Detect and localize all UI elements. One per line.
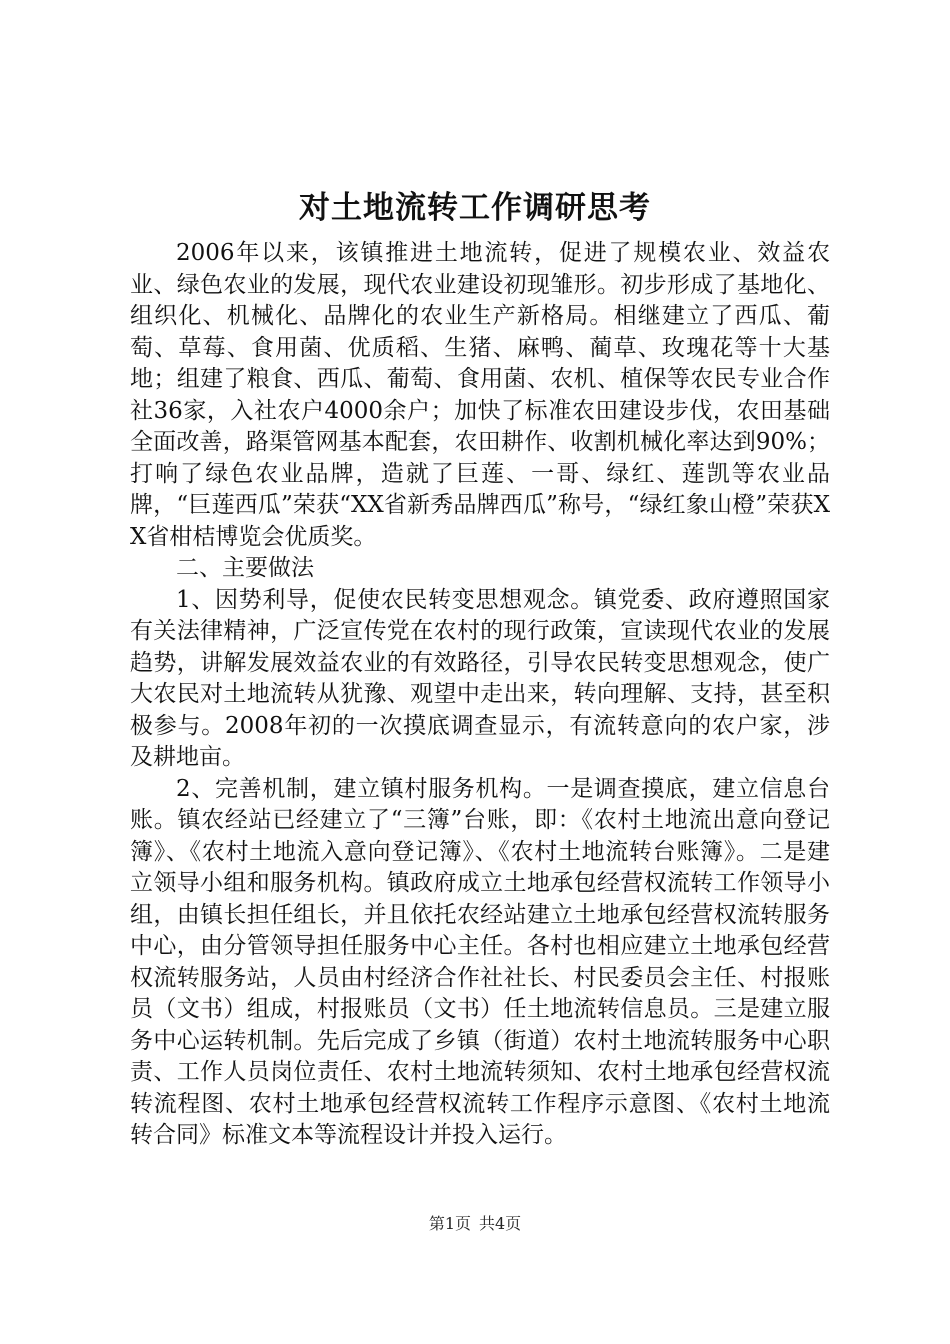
paragraph-point-1: 1、因势利导，促使农民转变思想观念。镇党委、政府遵照国家有关法律精神，广泛宣传党在农村的现行政策，宣读现代农业的发展趋势，讲解发展效益农业的有效路径，引导农民转变思想观念，使广大农民对土地流转从犹豫、观望中走出来，转向理解、支持，甚至积极参与。2008年初的一次摸底调查显示，有流转意向的农户家，涉及耕地亩。 bbox=[130, 586, 830, 770]
page-total: 共4页 bbox=[479, 1214, 522, 1233]
paragraph-point-2: 2、完善机制，建立镇村服务机构。一是调查摸底，建立信息台账。镇农经站已经建立了“三簿”台账，即：《农村土地流出意向登记簿》、《农村土地流入意向登记簿》、《农村土地流转台账簿》。二是建立领导小组和服务机构。镇政府成立土地承包经营权流转工作领导小组，由镇长担任组长，并且依托农经站建立土地承包经营权流转服务中心，由分管领导担任服务中心主任。各村也相应建立土地承包经营权流转服务站，人员由村经济合作社社长、村民委员会主任、村报账员（文书）组成，村报账员（文书）任土地流转信息员。三是建立服务中心运转机制。先后完成了乡镇（街道）农村土地流转服务中心职责、工作人员岗位责任、农村土地流转须知、农村土地承包经营权流转流程图、农村土地承包经营权流转工作程序示意图、《农村土地流转合同》标准文本等流程设计并投入运行。 bbox=[130, 775, 830, 1148]
page-number: 第1页 bbox=[428, 1214, 471, 1233]
paragraph-intro: 2006年以来，该镇推进土地流转，促进了规模农业、效益农业、绿色农业的发展，现代农业建设初现雏形。初步形成了基地化、组织化、机械化、品牌化的农业生产新格局。相继建立了西瓜、葡萄、草莓、食用菌、优质稻、生猪、麻鸭、蔺草、玫瑰花等十大基地；组建了粮食、西瓜、葡萄、食用菌、农机、植保等农民专业合作社36家，入社农户4000余户；加快了标准农田建设步伐，农田基础全面改善，路渠管网基本配套，农田耕作、收割机械化率达到90%；打响了绿色农业品牌，造就了巨莲、一哥、绿红、莲凯等农业品牌，“巨莲西瓜”荣获“XX省新秀品牌西瓜”称号，“绿红象山橙”荣获XX省柑桔博览会优质奖。 bbox=[130, 240, 830, 550]
page-footer bbox=[0, 1213, 950, 1235]
document-title: 对土地流转工作调研思考 bbox=[299, 190, 651, 226]
section-heading-main-practices: 二、主要做法 bbox=[176, 555, 314, 581]
document-body bbox=[130, 238, 830, 1152]
